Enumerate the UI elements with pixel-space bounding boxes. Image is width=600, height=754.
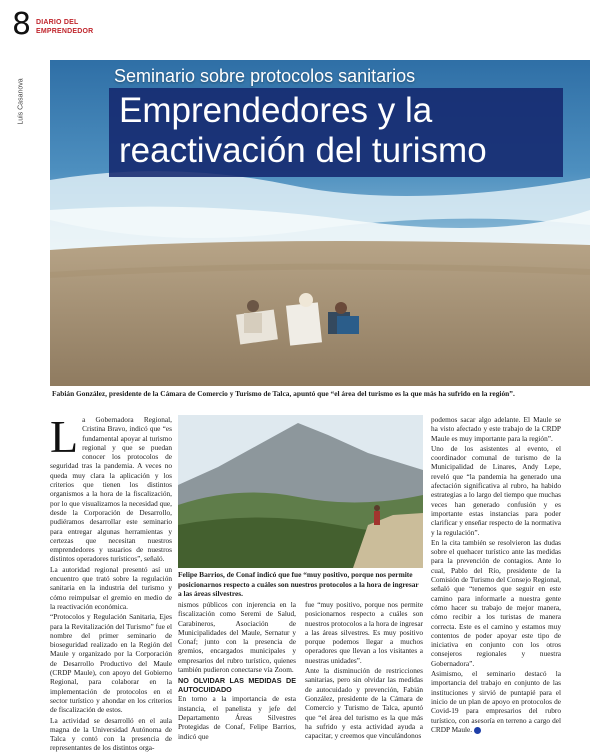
section-subhead: NO OLVIDAR LAS MEDIDAS DE AUTOCUIDADO bbox=[178, 676, 296, 695]
column-3 bbox=[305, 600, 423, 741]
column-1 bbox=[50, 411, 172, 754]
page-number: 8 bbox=[12, 7, 32, 42]
paragraph: fue “muy positivo, porque nos permite posicionarnos respecto a cuáles son nuestros protocolos a la hora de ingresar a las áreas silvestres. Es muy positivo porque podemos llegar a muchos operadores que llevan a los visitantes a nuestras unidades”. bbox=[305, 600, 423, 665]
column-4 bbox=[431, 415, 561, 735]
paragraph: La autoridad regional presentó así un encuentro que trató sobre la regulación sanitaria en la industria del turismo y cómo reimpulsar el gremio en medio de la reactivación económica. bbox=[50, 564, 172, 611]
mountain-trail-image bbox=[178, 415, 423, 568]
column-2 bbox=[178, 600, 296, 742]
page-header bbox=[12, 8, 588, 48]
paragraph: Uno de los asistentes al evento, el coordinador comunal de turismo de la Municipalidad de Linares, Andy Lepe, reveló que “la pandemia ha generado una afectación significativa al rubro, ha habido estrategias a lo largo del tiempo que muchas veces han generado confusión y es importante estas instancias para poder clarificar y enseñar respecto de la normativa y la regulación”. bbox=[431, 443, 561, 537]
brand-line-1: DIARIO DEL bbox=[36, 19, 79, 26]
photo-credit-text: Luis Casanova bbox=[17, 78, 25, 125]
article-kicker: Seminario sobre protocolos sanitarios bbox=[114, 66, 416, 86]
paragraph: “Protocolos y Regulación Sanitaria, Ejes para la Revitalización del Turismo” fue el nombre del primer seminario de bioseguridad realizado en la Región del Maule y organizado por la Corporación de Desarrollo Productivo del Maule (CRDP Maule), con apoyo del Gobierno Regional, para colaborar en la implementación de protocolos en el sector turístico y ahondar en los criterios de fiscalización de estos. bbox=[50, 612, 172, 715]
closing-paragraph: Asimismo, el seminario destacó la importancia del trabajo en conjunto de las instituciones y sirvió de puntapié para el inicio de un plan de apoyo en protocolos de Covid-19 para empresarios del rubro turístico, con asesoría en terreno a cargo del CRDP Maule. bbox=[431, 669, 561, 734]
paragraph: podemos sacar algo adelante. El Maule se ha visto afectado y este trabajo de la CRDP Maule es muy importante para la región”. bbox=[431, 415, 561, 443]
hero-caption: Fabián González, presidente de la Cámara de Comercio y Turismo de Talca, apuntó que “el área del turismo es la que más ha sufrido en la región”. bbox=[52, 389, 515, 398]
article-headline bbox=[109, 88, 563, 177]
brand-line-2: EMPRENDEDOR bbox=[36, 28, 94, 35]
headline-line-1: Emprendedores y la bbox=[119, 91, 433, 130]
hero-photo bbox=[50, 60, 590, 386]
headline-line-2: reactivación del turismo bbox=[119, 131, 487, 170]
paragraph: nismos públicos con injerencia en la fiscalización como Seremi de Salud, Carabineros, Asociación de Municipalidades del Maule, Sernatur y Conaf; junto con la presencia de gremios, encargados municipales y empresarios del rubro turístico, quienes también pudieron conectarse vía Zoom. bbox=[178, 600, 296, 675]
publication-brand bbox=[36, 18, 93, 36]
mountain-photo bbox=[178, 415, 423, 568]
paragraph: La actividad se desarrolló en el aula magna de la Universidad Autónoma de Talca y contó con la presencia de representantes de los distintos orga- bbox=[50, 715, 172, 753]
mountain-photo-caption: Felipe Barrios, de Conaf indicó que fue “muy positivo, porque nos permite posicionarnos respecto a cuáles son nuestros protocolos a la hora de ingresar a las áreas silvestres. bbox=[178, 570, 419, 599]
paragraph: a Gobernadora Regional, Cristina Bravo, indicó que “es fundamental apoyar al turismo regional y que se puedan conocer los protocolos de seguridad tras la pandemia. A veces no queda muy clara la aplicación y los criterios que tienen los distintos organismos a la hora de la fiscalización, por lo que visualizamos la necesidad que, desde la Corporación de Desarrollo, pudiéramos desarrollar este seminario para entregar algunas herramientas y certezas que necesitan nuestros emprendedores y usuarios de nuestros distintos operadores turísticos”, señaló. bbox=[50, 415, 172, 564]
photo-credit bbox=[14, 70, 26, 140]
paragraph: En torno a la importancia de esta instancia, el panelista y jefe del Departamento Áreas Silvestres Protegidas de Conaf, Felipe Barrios, indicó que bbox=[178, 694, 296, 741]
paragraph: Ante la disminución de restricciones sanitarias, pero sin olvidar las medidas de autocuidado y prevención, Fabián González, presidente de la Cámara de Comercio y Turismo de Talca, apuntó que “el área del turismo es la que más ha sufrido y esta actividad ayuda a capacitar, y creemos que vinculándonos bbox=[305, 666, 423, 741]
end-mark-icon bbox=[474, 727, 481, 734]
dropcap: L bbox=[50, 411, 79, 462]
paragraph bbox=[431, 669, 561, 734]
paragraph: En la cita también se resolvieron las dudas sobre el quehacer turístico ante las medidas para la prevención de contagios. Ante lo cual, Pablo del Río, presidente de la Comisión de Turismo del Consejo Regional, señaló que “tenemos que seguir en este camino para informarle a nuestra gente cómo hacer su trabajo de mejor manera, cómo recibir a los turistas de manera correcta. Este es el camino y estamos muy contentos de poder apoyar este tipo de iniciativa en conjunto con los otros consejeros regionales y nuestra Gobernadora”. bbox=[431, 537, 561, 668]
